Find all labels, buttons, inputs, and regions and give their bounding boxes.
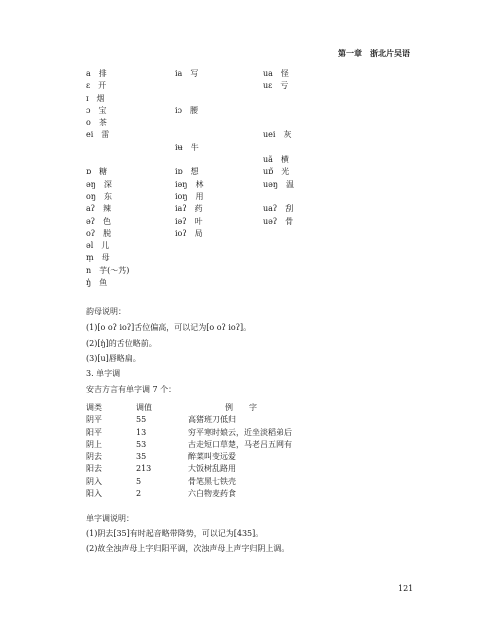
tone-row <box>86 476 426 488</box>
tone-col-type: 调类 <box>86 403 102 412</box>
final-cell: ia 写 <box>175 69 199 78</box>
page-number: 121 <box>398 584 414 593</box>
tone-value: 5 <box>136 476 142 486</box>
tone-type: 阴平 <box>86 415 102 425</box>
tone-examples: 骨笔黑七铁壳 <box>188 476 236 486</box>
finals-note-3: (3)[u]唇略扁。 <box>86 354 141 363</box>
finals-row <box>86 142 426 154</box>
tone-row <box>86 451 426 463</box>
tone-row <box>86 488 426 500</box>
tone-value: 213 <box>136 464 152 474</box>
tone-examples: 醉菜叫变远爱 <box>188 452 236 462</box>
final-cell: ɪ 烟 <box>86 93 105 103</box>
tone-type: 阴入 <box>86 476 102 486</box>
tone-examples: 穷平寒时娘云，近坐淡稻弟后 <box>188 427 292 437</box>
finals-row <box>86 240 426 252</box>
finals-row <box>86 216 426 228</box>
tone-examples: 大饭树乱路用 <box>188 464 236 474</box>
finals-row <box>86 93 426 105</box>
final-cell: uaʔ 刮 <box>263 204 294 214</box>
final-cell: iəŋ 林 <box>175 179 204 189</box>
tone-examples: 古走短口草楚，马老吕五网有 <box>188 439 292 449</box>
finals-row <box>86 80 426 92</box>
tone-type: 阳平 <box>86 427 102 437</box>
tone-examples: 六白物麦药食 <box>188 489 236 499</box>
finals-row <box>86 117 426 129</box>
tones-note-1: (1)阴去[35]有时起音略带降势，可以记为[435]。 <box>86 529 264 538</box>
tones-section-title: 3. 单字调 <box>86 369 121 378</box>
final-cell: oŋ 东 <box>86 191 112 201</box>
tone-col-examples: 例 字 <box>225 403 257 412</box>
final-cell: ioŋ 用 <box>175 191 204 201</box>
final-cell: iʉ 牛 <box>175 142 199 152</box>
tone-type: 阴去 <box>86 452 102 462</box>
final-cell: əl 儿 <box>86 241 110 251</box>
tone-value: 55 <box>136 415 147 425</box>
final-cell: uəʔ 骨 <box>263 216 294 226</box>
finals-row <box>86 265 426 277</box>
tone-value: 2 <box>136 489 142 499</box>
final-cell: ɛ 开 <box>86 81 107 91</box>
finals-row <box>86 154 426 166</box>
tone-type: 阳去 <box>86 464 102 474</box>
finals-note-1: (1)[o oʔ ioʔ]舌位偏高，可以记为[o oʔ ioʔ]。 <box>86 323 252 332</box>
final-cell: n 芋(～艿) <box>86 265 130 275</box>
final-cell: iɒ 想 <box>175 167 199 177</box>
tone-col-value: 调值 <box>136 403 152 412</box>
finals-row <box>86 191 426 203</box>
tone-type: 阳入 <box>86 489 102 499</box>
tone-row <box>86 463 426 475</box>
finals-note-2: (2)[ŋ̍]的舌位略前。 <box>86 339 157 348</box>
finals-row <box>86 277 426 289</box>
tones-note-2: (2)故全浊声母上字归阳平调，次浊声母上声字归阴上调。 <box>86 544 290 553</box>
tones-intro: 安吉方言有单字调 7 个： <box>86 385 177 394</box>
running-header: 第一章 浙北片吴语 <box>338 49 410 58</box>
final-cell: o 茶 <box>86 118 107 128</box>
final-cell: a 排 <box>86 69 107 78</box>
tone-type: 阴上 <box>86 439 102 449</box>
finals-row <box>86 105 426 117</box>
finals-row <box>86 68 426 80</box>
final-cell: ŋ̍ 鱼 <box>86 278 108 288</box>
finals-row <box>86 166 426 178</box>
finals-row <box>86 228 426 240</box>
tone-value: 35 <box>136 452 147 462</box>
final-cell: uei 灰 <box>263 130 292 140</box>
tone-examples: 高猪班刀低归 <box>188 415 236 425</box>
finals-row <box>86 252 426 264</box>
final-cell: iɔ 腰 <box>175 105 199 115</box>
final-cell: əʔ 色 <box>86 216 112 226</box>
final-cell: uã 横 <box>263 155 289 165</box>
finals-row <box>86 129 426 141</box>
tones-notes-heading: 单字调说明： <box>86 514 134 523</box>
final-cell: uəŋ 温 <box>263 179 295 189</box>
tone-table <box>86 402 426 500</box>
finals-row <box>86 179 426 191</box>
finals-row <box>86 203 426 215</box>
final-cell: oʔ 脱 <box>86 228 112 238</box>
tone-row <box>86 427 426 439</box>
final-cell: ioʔ 局 <box>175 228 203 238</box>
tone-value: 53 <box>136 439 147 449</box>
final-cell: iəʔ 叶 <box>175 216 203 226</box>
finals-table <box>86 68 426 289</box>
final-cell: uɒ̃ 光 <box>263 167 290 177</box>
final-cell: aʔ 辣 <box>86 204 112 214</box>
final-cell: uɛ 亏 <box>263 81 289 91</box>
final-cell: iaʔ 药 <box>175 204 203 214</box>
final-cell: ɒ 糖 <box>86 167 108 177</box>
tone-value: 13 <box>136 427 147 437</box>
final-cell: m̩ 母 <box>86 253 110 263</box>
tone-table-header <box>86 402 426 414</box>
final-cell: ua 怪 <box>263 69 289 78</box>
final-cell: ɔ 宝 <box>86 105 107 115</box>
tone-row <box>86 414 426 426</box>
final-cell: ei 雷 <box>86 130 110 140</box>
finals-notes-heading: 韵母说明： <box>86 307 126 316</box>
tone-row <box>86 439 426 451</box>
final-cell: əŋ 深 <box>86 179 112 189</box>
